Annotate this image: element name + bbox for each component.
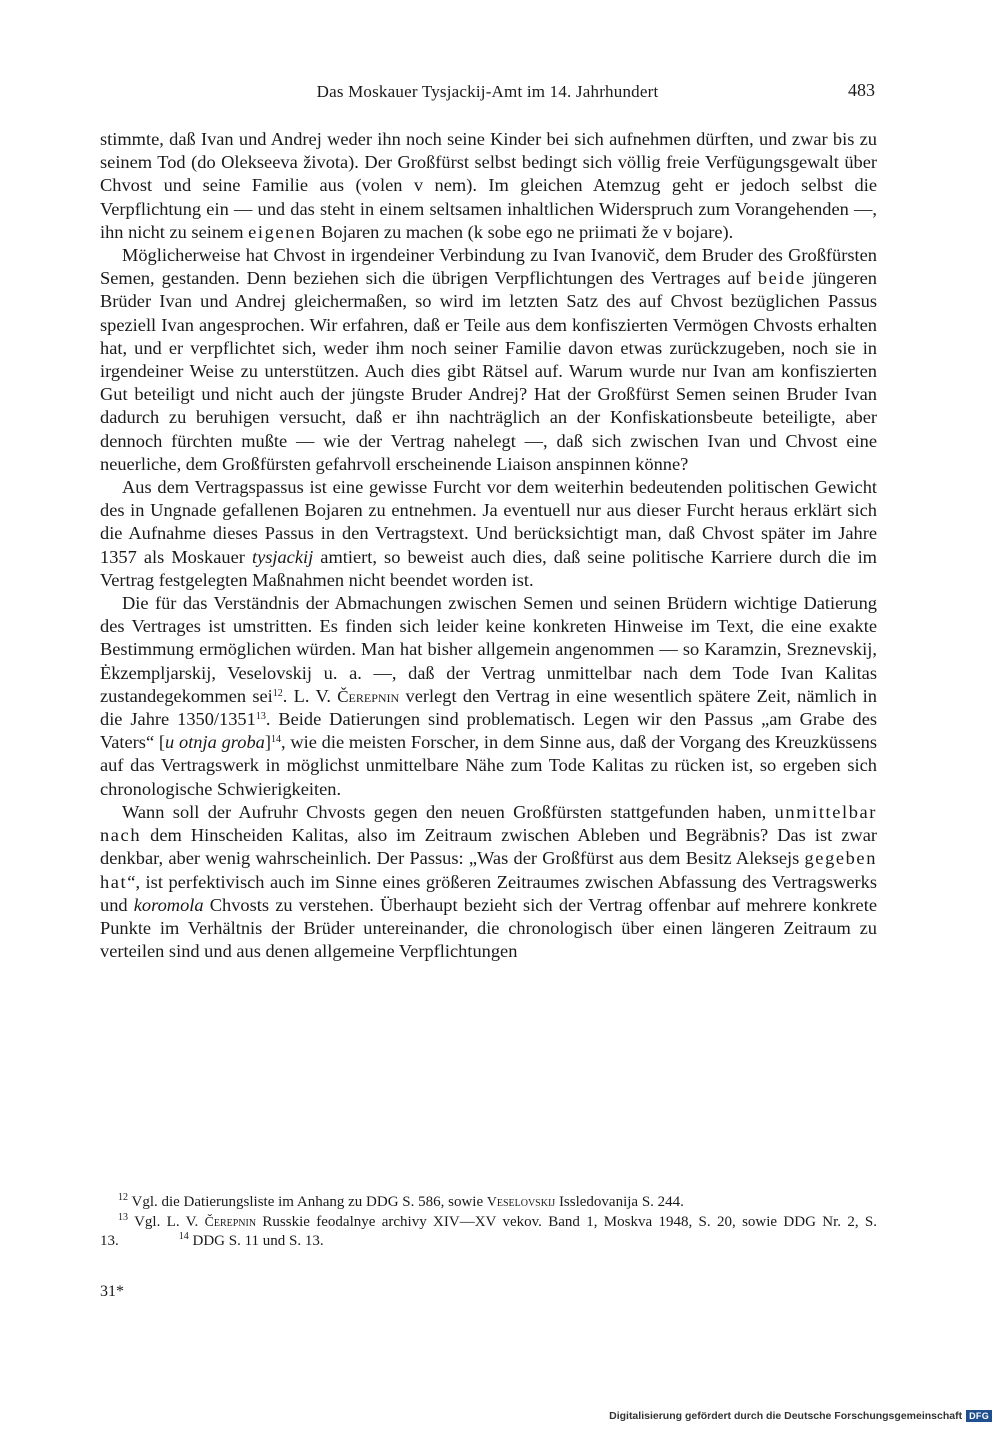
digitization-credit: [609, 1410, 992, 1422]
italic-term: koromola: [133, 894, 204, 915]
credit-text: Digitalisierung gefördert durch die Deutsche Forschungsgemeinschaft: [609, 1410, 963, 1422]
paragraph-3: Aus dem Vertragspassus ist eine gewisse Furcht vor dem weiterhin bedeutenden politischen Gewicht des in Ungnade gefallenen Bojaren zu entnehmen. Ja eventuell nur aus dieser Furcht heraus erklärt sich die Aufnahme dieses Passus in den Vertragstext. Und berücksichtigt man, daß Chvost später im Jahre 1357 als Moskauer tysjackij amtiert, so beweist auch dies, daß seine politische Karriere durch die im Vertrag festgelegten Maßnahmen nicht beendet worden ist.: [100, 477, 877, 590]
paragraph-4: Die für das Verständnis der Abmachungen zwischen Semen und seinen Brüdern wichtige Datierung des Vertrages ist umstritten. Es finden sich leider keine konkreten Hinweise im Text, die eine exakte Bestimmung ermöglichen würden. Man hat bisher allgemein angenommen — so Karamzin, Sreznevskij, Ėkzempljarskij, Veselovskij u. a. —, daß der Vertrag unmittelbar nach dem Tode Ivan Kalitas zustandegekommen sei$^{12}$. L. V. Čerepnin verlegt den Vertrag in eine wesentlich spätere Zeit, nämlich in die Jahre 1350/1351$^{13}$. Beide Datierungen sind problematisch. Legen wir den Passus „am Grabe des Vaters“ [u otnja groba]$^{14}$, wie die meisten Forscher, in dem Sinne aus, daß der Vorgang des Kreuzküssens auf das Vertragswerk in möglichst unmittelbare Nähe zum Tode Kalitas zu rücken ist, so ergeben sich chronologische Schwierigkeiten.: [100, 593, 878, 799]
author-name: Čerepnin: [337, 686, 400, 706]
page-number: 483: [848, 80, 875, 100]
running-title: Das Moskauer Tysjackij-Amt im 14. Jahrhundert: [316, 82, 659, 101]
spaced-emphasis: gegeben hat: [100, 848, 877, 892]
footnote-14: $^{14}$ DDG S. 11 und S. 13.: [178, 1231, 324, 1249]
footnote-number: 12: [118, 1192, 128, 1203]
footnote-ref-12[interactable]: 12: [272, 687, 283, 699]
author-name: Čerepnin: [204, 1214, 257, 1229]
footnote-ref-13[interactable]: 13: [255, 711, 266, 723]
footnotes: [100, 1192, 877, 1251]
footnote-ref-14[interactable]: 14: [270, 734, 281, 746]
spaced-emphasis: eigenen: [248, 221, 317, 242]
italic-term: tysjackij: [251, 546, 314, 567]
dfg-logo: DFG: [966, 1410, 992, 1422]
signature-mark: 31*: [100, 1283, 124, 1300]
paragraph-2: Möglicherweise hat Chvost in irgendeiner Verbindung zu Ivan Ivanovič, dem Bruder des Großfürsten Semen, gestanden. Denn beziehen sich die übrigen Verpflichtungen des Vertrages auf beide jüngeren Brüder Ivan und Andrej gleichermaßen, so wird im letzten Satz des auf Chvost bezüglichen Passus speziell Ivan angesprochen. Wir erfahren, daß er Teile aus dem konfiszierten Vermögen Chvosts erhalten hat, und er verpflichtet sich, weder ihm noch seiner Familie davon etwas zurückzugeben, noch sie in irgendeiner Weise zu unterstützen. Auch dies gibt Rätsel auf. Warum wurde nur Ivan am konfiszierten Gut beteiligt und nicht auch der jüngste Bruder Andrej? Hat der Großfürst Semen seinen Bruder Ivan dadurch zu beruhigen versucht, daß er ihn nachträglich an der Konfiskationsbeute beteiligte, aber dennoch fürchten mußte — wie der Vertrag nahelegt —, daß sich zwischen Ivan und Chvost eine neuerliche, dem Großfürsten gefahrvoll erscheinende Liaison anspinnen könne?: [100, 245, 877, 474]
page-header: [100, 80, 875, 110]
footnote-12: $^{12}$ Vgl. die Datierungsliste im Anhang zu DDG S. 586, sowie Veselovskij Issledovanija S. 244.: [118, 1192, 684, 1210]
italic-quote: u otnja groba: [165, 732, 265, 753]
spaced-emphasis: unmittelbar nach: [100, 801, 877, 846]
footnote-number: 14: [178, 1231, 189, 1242]
spaced-emphasis: beide: [757, 268, 806, 289]
paragraph-5: Wann soll der Aufruhr Chvosts gegen den neuen Großfürsten stattgefunden haben, unmittelbar nach dem Hinscheiden Kalitas, also im Zeitraum zwischen Ableben und Begräbnis? Das ist zwar denkbar, aber wenig wahrscheinlich. Der Passus: „Was der Großfürst aus dem Besitz Aleksejs gegeben hat“, ist perfektivisch auch im Sinne eines größeren Zeitraumes zwischen Abfassung des Vertragswerks und koromola Chvosts zu verstehen. Überhaupt bezieht sich der Vertrag offenbar auf mehrere konkrete Punkte im Verhältnis der Brüder untereinander, die chronologisch über einen längeren Zeitraum zu verteilen sind und aus denen allgemeine Verpflichtungen: [100, 801, 877, 962]
author-name: Veselovskij: [486, 1194, 556, 1209]
footnote-13: $^{13}$ Vgl. L. V. Čerepnin Russkie feodalnye archivy XIV—XV vekov. Band 1, Moskva 1948, S. 20, sowie DDG Nr. 2, S. 13. $^{14}$ DDG S. 11 und S. 13.: [100, 1212, 878, 1249]
body-text: [100, 128, 877, 963]
paragraph-1: stimmte, daß Ivan und Andrej weder ihn noch seine Kinder bei sich aufnehmen dürften, und zwar bis zu seinem Tod (do Olekseeva života). Der Großfürst selbst bedingt sich völlig freie Verfügungsgewalt über Chvost und seine Familie aus (volen v nem). Im gleichen Atemzug geht er jedoch selbst die Verpflichtung ein — und das steht in einem seltsamen inhaltlichen Widerspruch zum Vorangehenden —, ihn nicht zu seinem eigenen Bojaren zu machen (k sobe ego ne priimati že v bojare).: [100, 129, 877, 242]
footnote-number: 13: [118, 1212, 128, 1223]
